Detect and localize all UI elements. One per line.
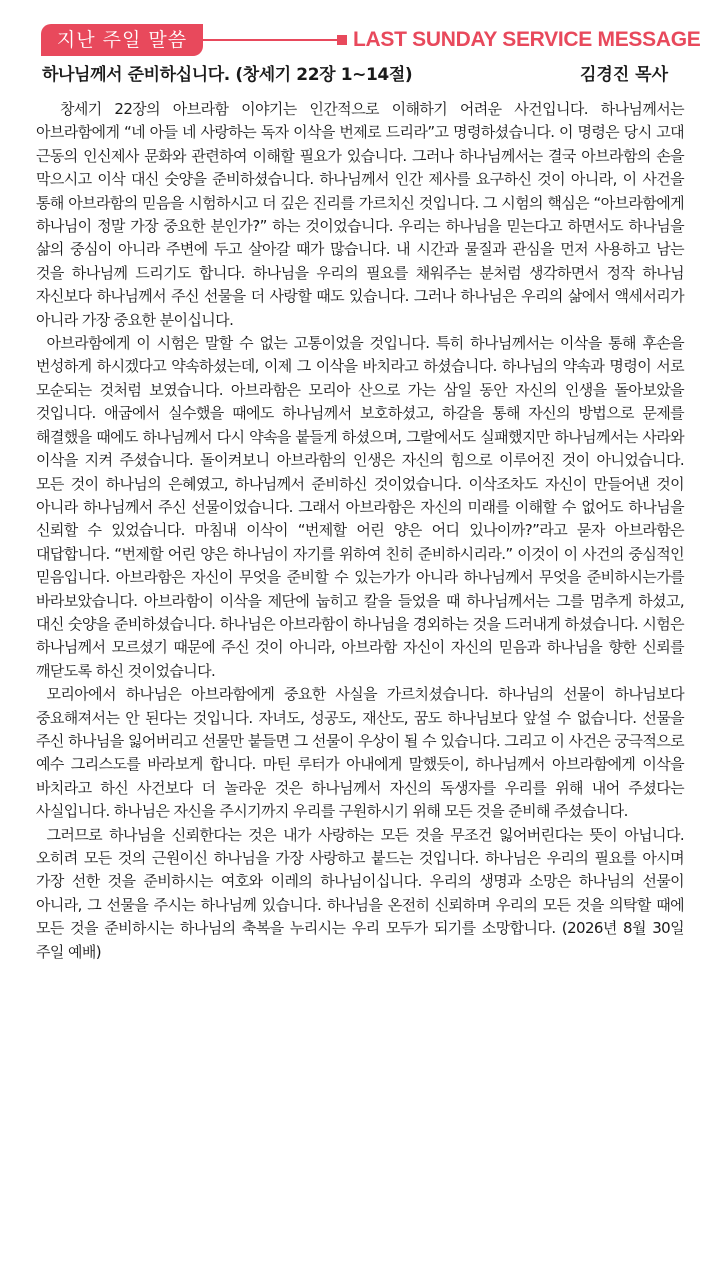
english-section-title: LAST SUNDAY SERVICE MESSAGE <box>353 28 701 51</box>
page-header <box>0 0 720 60</box>
preacher-name: 김경진 목사 <box>579 65 668 85</box>
paragraph-1: 창세기 22장의 아브라함 이야기는 인간적으로 이해하기 어려운 사건입니다. 하나님께서는 아브라함에게 “네 아들 네 사랑하는 독자 이삭을 번제로 드리라”고 명령하셨습니다. 이 명령은 당시 고대 근동의 인신제사 문화와 관련하여 이해할 필요가 있습니다. 그러나 하나님께서는 결국 아브라함의 손을 막으시고 이삭 대신 숫양을 준비하셨습니다. 하나님께서 인간 제사를 요구하신 것이 아니라, 이 사건을 통해 아브라함의 믿음을 시험하시고 더 깊은 진리를 가르치신 것입니다. 그 시험의 핵심은 “아브라함에게 하나님이 정말 가장 중요한 분인가?” 하는 것이었습니다. 우리는 하나님을 믿는다고 하면서도 하나님을 삶의 중심이 아니라 주변에 두고 살아갈 때가 많습니다. 내 시간과 물질과 관심을 먼저 사용하고 남는 것을 하나님께 드리기도 합니다. 하나님을 우리의 필요를 채워주는 분처럼 생각하면서 정작 하나님 자신보다 하나님께서 주신 선물을 더 사랑할 때도 있습니다. 그러나 하나님은 우리의 삶에서 액세서리가 아니라 가장 중요한 분이십니다. <box>36 100 684 329</box>
section-tag: 지난 주일 말씀 <box>41 24 203 56</box>
paragraph-3: 모리아에서 하나님은 아브라함에게 중요한 사실을 가르치셨습니다. 하나님의 선물이 하나님보다 중요해져서는 안 된다는 것입니다. 자녀도, 성공도, 재산도, 꿈도 하나님보다 앞설 수 없습니다. 선물을 주신 하나님을 잃어버리고 선물만 붙들면 그 선물이 우상이 될 수 있습니다. 그리고 이 사건은 궁극적으로 예수 그리스도를 바라보게 합니다. 마틴 루터가 아내에게 말했듯이, 하나님께서 아브라함에게 이삭을 바치라고 하신 사건보다 더 놀라운 것은 하나님께서 자신의 독생자를 우리를 위해 내어 주셨다는 사실입니다. 하나님은 자신을 주시기까지 우리를 구원하시기 위해 모든 것을 준비해 주셨습니다. <box>36 685 684 821</box>
sermon-body <box>36 98 684 964</box>
paragraph-4: 그러므로 하나님을 신뢰한다는 것은 내가 사랑하는 모든 것을 무조건 잃어버린다는 뜻이 아닙니다. 오히려 모든 것의 근원이신 하나님을 가장 사랑하고 붙드는 것입니다. 하나님은 우리의 필요를 아시며 가장 선한 것을 준비하시는 여호와 이레의 하나님이십니다. 우리의 생명과 소망은 하나님의 선물이 아니라, 그 선물을 주시는 하나님께 있습니다. 하나님을 온전히 신뢰하며 우리의 모든 것을 의탁할 때에 모든 것을 준비하시는 하나님의 축복을 누리시는 우리 모두가 되기를 소망합니다. (2026년 8월 30일 주일 예배) <box>36 825 684 961</box>
paragraph-2: 아브라함에게 이 시험은 말할 수 없는 고통이었을 것입니다. 특히 하나님께서는 이삭을 통해 후손을 번성하게 하시겠다고 약속하셨는데, 이제 그 이삭을 바치라고 하셨습니다. 하나님의 약속과 명령이 서로 모순되는 것처럼 보였습니다. 아브라함은 모리아 산으로 가는 삼일 동안 자신의 인생을 돌아보았을 것입니다. 애굽에서 실수했을 때에도 하나님께서 보호하셨고, 하갈을 통해 자신의 방법으로 문제를 해결했을 때에도 하나님께서 다시 약속을 붙들게 하셨으며, 그랄에서도 실패했지만 하나님께서는 사라와 이삭을 지켜 주셨습니다. 돌이켜보니 아브라함의 인생은 자신의 힘으로 이루어진 것이 아니었습니다. 모든 것이 하나님의 은혜였고, 하나님께서 준비하신 것이었습니다. 이삭조차도 자신이 만들어낸 것이 아니라 하나님께서 주신 선물이었습니다. 그래서 아브라함은 자신의 미래를 이해할 수 없어도 하나님을 신뢰할 수 있었습니다. 마침내 이삭이 “번제할 어린 양은 어디 있나이까?”라고 묻자 아브라함은 대답합니다. “번제할 어린 양은 하나님이 자기를 위하여 친히 준비하시리라.” 이것이 이 사건의 중심적인 믿음입니다. 아브라함은 자신이 무엇을 준비할 수 있는가가 아니라 하나님께서 무엇을 준비하시는가를 바라보았습니다. 아브라함이 이삭을 제단에 눕히고 칼을 들었을 때 하나님께서는 그를 멈추게 하셨고, 대신 숫양을 준비하셨습니다. 하나님은 아브라함이 하나님을 경외하는 것을 드러내게 하셨습니다. 시험은 하나님께서 모르셨기 때문에 주신 것이 아니라, 아브라함 자신이 자신의 믿음과 하나님을 향한 신뢰를 깨닫도록 하신 것이었습니다. <box>36 334 684 680</box>
header-square-marker <box>337 35 347 45</box>
sermon-title: 하나님께서 준비하십니다. (창세기 22장 1~14절) <box>42 65 413 85</box>
sermon-title-row <box>42 60 682 90</box>
header-divider-line <box>203 39 337 41</box>
